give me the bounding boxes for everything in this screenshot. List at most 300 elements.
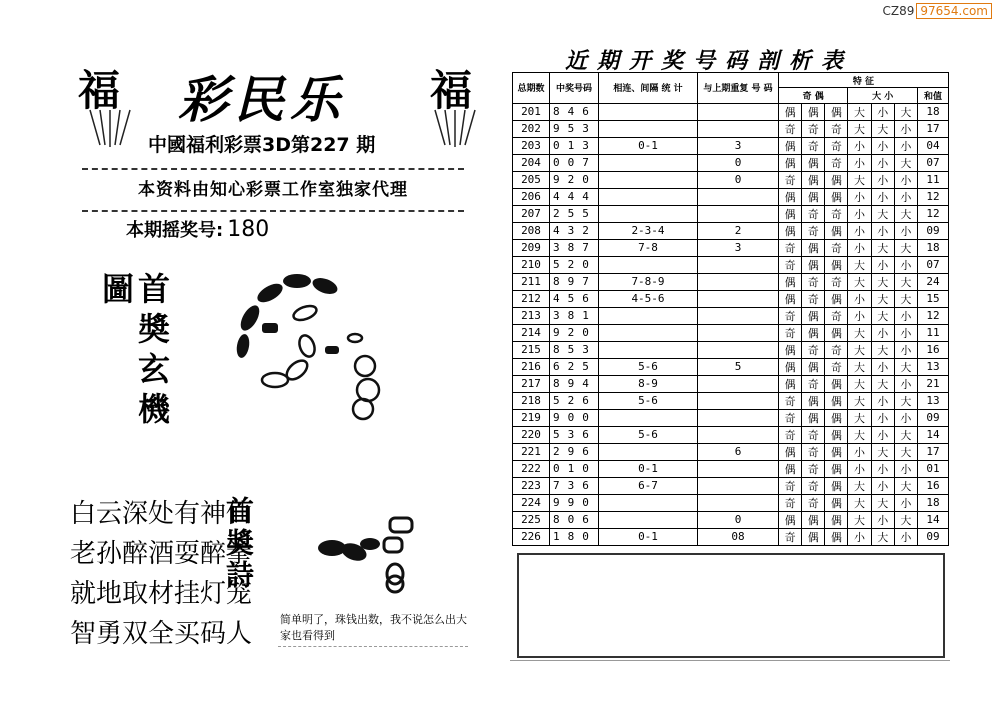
cell-odd-even: 偶 xyxy=(802,188,825,205)
cell-big-small: 大 xyxy=(894,154,917,171)
cell-big-small: 小 xyxy=(871,324,894,341)
cell-odd-even: 奇 xyxy=(825,341,848,358)
puzzle-title: 首奬玄機圖 xyxy=(97,272,171,432)
cell-adjacent: 5-6 xyxy=(599,426,698,443)
cell-issue: 216 xyxy=(513,358,550,375)
cell-number: 180 xyxy=(550,528,599,545)
cell-big-small: 大 xyxy=(848,494,871,511)
cell-big-small: 小 xyxy=(894,120,917,137)
cell-number: 387 xyxy=(550,239,599,256)
cell-big-small: 大 xyxy=(848,358,871,375)
table-row xyxy=(513,171,949,188)
cell-adjacent: 0-1 xyxy=(599,460,698,477)
cell-odd-even: 偶 xyxy=(802,239,825,256)
cell-number: 920 xyxy=(550,324,599,341)
cell-big-small: 小 xyxy=(871,409,894,426)
draw-result xyxy=(126,216,269,242)
site-watermark xyxy=(883,4,993,18)
table-row xyxy=(513,324,949,341)
cell-big-small: 大 xyxy=(871,443,894,460)
cell-issue: 204 xyxy=(513,154,550,171)
cell-big-small: 大 xyxy=(871,341,894,358)
cell-big-small: 小 xyxy=(894,409,917,426)
cell-number: 990 xyxy=(550,494,599,511)
cell-odd-even: 偶 xyxy=(825,324,848,341)
table-row xyxy=(513,188,949,205)
header-adjacent: 相连、间隔 统 计 xyxy=(599,73,698,104)
cell-repeat: 0 xyxy=(698,171,779,188)
cell-odd-even: 奇 xyxy=(779,120,802,137)
cell-number: 456 xyxy=(550,290,599,307)
cell-issue: 222 xyxy=(513,460,550,477)
cell-odd-even: 奇 xyxy=(802,426,825,443)
cell-sum: 09 xyxy=(918,528,949,545)
cell-odd-even: 奇 xyxy=(825,358,848,375)
cell-issue: 202 xyxy=(513,120,550,137)
cell-odd-even: 偶 xyxy=(825,188,848,205)
table-row xyxy=(513,494,949,511)
cell-repeat xyxy=(698,324,779,341)
table-row xyxy=(513,477,949,494)
cell-big-small: 小 xyxy=(848,137,871,154)
header-features: 特 征 xyxy=(779,73,949,88)
cell-odd-even: 偶 xyxy=(779,205,802,222)
cell-big-small: 小 xyxy=(848,290,871,307)
cell-repeat: 0 xyxy=(698,511,779,528)
cell-odd-even: 奇 xyxy=(779,392,802,409)
cell-sum: 12 xyxy=(918,307,949,324)
table-row xyxy=(513,460,949,477)
cell-big-small: 大 xyxy=(848,375,871,392)
cell-odd-even: 偶 xyxy=(779,460,802,477)
table-row xyxy=(513,511,949,528)
cell-repeat: 2 xyxy=(698,222,779,239)
table-row xyxy=(513,528,949,545)
cell-odd-even: 奇 xyxy=(825,120,848,137)
cell-adjacent: 0-1 xyxy=(599,137,698,154)
cell-adjacent xyxy=(599,103,698,120)
cell-repeat xyxy=(698,120,779,137)
cell-number: 520 xyxy=(550,256,599,273)
fu-character-right: 福 xyxy=(430,66,473,115)
poem-coins-image xyxy=(310,512,420,597)
cell-big-small: 小 xyxy=(871,171,894,188)
cell-big-small: 小 xyxy=(848,239,871,256)
cell-odd-even: 偶 xyxy=(779,188,802,205)
cell-odd-even: 偶 xyxy=(802,392,825,409)
cell-adjacent xyxy=(599,324,698,341)
table-row xyxy=(513,120,949,137)
cell-odd-even: 奇 xyxy=(802,477,825,494)
cell-odd-even: 奇 xyxy=(802,290,825,307)
cell-big-small: 小 xyxy=(848,222,871,239)
cell-odd-even: 偶 xyxy=(779,358,802,375)
cell-sum: 09 xyxy=(918,222,949,239)
cell-odd-even: 偶 xyxy=(825,494,848,511)
cell-repeat xyxy=(698,494,779,511)
cell-issue: 213 xyxy=(513,307,550,324)
cell-odd-even: 奇 xyxy=(802,443,825,460)
table-row xyxy=(513,290,949,307)
cell-sum: 13 xyxy=(918,358,949,375)
cell-odd-even: 奇 xyxy=(825,307,848,324)
table-row xyxy=(513,426,949,443)
cell-odd-even: 奇 xyxy=(825,239,848,256)
cell-odd-even: 奇 xyxy=(779,324,802,341)
cell-big-small: 大 xyxy=(871,528,894,545)
cell-issue: 205 xyxy=(513,171,550,188)
cell-big-small: 大 xyxy=(848,409,871,426)
cell-adjacent xyxy=(599,511,698,528)
cell-sum: 18 xyxy=(918,494,949,511)
brand-title: 彩民乐 xyxy=(178,70,346,129)
cell-number: 526 xyxy=(550,392,599,409)
cell-odd-even: 偶 xyxy=(779,511,802,528)
cell-issue: 211 xyxy=(513,273,550,290)
cell-big-small: 大 xyxy=(871,205,894,222)
cell-big-small: 小 xyxy=(871,137,894,154)
cell-sum: 21 xyxy=(918,375,949,392)
cell-big-small: 小 xyxy=(894,375,917,392)
cell-odd-even: 奇 xyxy=(825,154,848,171)
cell-big-small: 大 xyxy=(894,426,917,443)
cell-big-small: 小 xyxy=(871,460,894,477)
poem-title: 首奬詩 xyxy=(222,496,255,592)
cell-number: 736 xyxy=(550,477,599,494)
cell-sum: 01 xyxy=(918,460,949,477)
header-number: 中奖号码 xyxy=(550,73,599,104)
cell-odd-even: 奇 xyxy=(779,409,802,426)
cell-big-small: 小 xyxy=(894,528,917,545)
cell-adjacent xyxy=(599,205,698,222)
cell-big-small: 大 xyxy=(894,273,917,290)
cell-odd-even: 奇 xyxy=(802,494,825,511)
blank-notes-box xyxy=(517,553,945,658)
cell-number: 432 xyxy=(550,222,599,239)
table-row xyxy=(513,205,949,222)
cell-odd-even: 奇 xyxy=(779,307,802,324)
cell-sum: 17 xyxy=(918,120,949,137)
cell-sum: 16 xyxy=(918,341,949,358)
cell-odd-even: 偶 xyxy=(779,290,802,307)
cell-number: 625 xyxy=(550,358,599,375)
fu-character-left: 福 xyxy=(78,66,121,115)
cell-big-small: 大 xyxy=(871,494,894,511)
cell-adjacent xyxy=(599,188,698,205)
cell-odd-even: 奇 xyxy=(802,137,825,154)
cell-repeat xyxy=(698,375,779,392)
header-big-small: 大 小 xyxy=(848,88,918,104)
cell-big-small: 大 xyxy=(848,477,871,494)
cell-odd-even: 偶 xyxy=(802,103,825,120)
cell-odd-even: 奇 xyxy=(779,256,802,273)
table-row xyxy=(513,341,949,358)
table-row xyxy=(513,137,949,154)
cell-number: 920 xyxy=(550,171,599,188)
cell-odd-even: 奇 xyxy=(779,477,802,494)
cell-adjacent: 0-1 xyxy=(599,528,698,545)
cell-big-small: 小 xyxy=(871,358,894,375)
cell-big-small: 大 xyxy=(894,239,917,256)
cell-odd-even: 奇 xyxy=(802,460,825,477)
cell-adjacent: 2-3-4 xyxy=(599,222,698,239)
cell-big-small: 小 xyxy=(848,460,871,477)
cell-repeat xyxy=(698,392,779,409)
cell-number: 013 xyxy=(550,137,599,154)
cell-number: 953 xyxy=(550,120,599,137)
cell-issue: 201 xyxy=(513,103,550,120)
cell-odd-even: 偶 xyxy=(825,103,848,120)
cell-big-small: 大 xyxy=(894,290,917,307)
cell-sum: 09 xyxy=(918,409,949,426)
cell-big-small: 小 xyxy=(894,341,917,358)
cell-odd-even: 奇 xyxy=(802,205,825,222)
cell-number: 897 xyxy=(550,273,599,290)
cell-adjacent xyxy=(599,171,698,188)
cell-odd-even: 偶 xyxy=(825,222,848,239)
cell-odd-even: 奇 xyxy=(825,273,848,290)
cell-odd-even: 偶 xyxy=(802,358,825,375)
cell-adjacent xyxy=(599,494,698,511)
cell-issue: 215 xyxy=(513,341,550,358)
tassel-left-icon xyxy=(80,105,140,155)
cell-number: 846 xyxy=(550,103,599,120)
cell-odd-even: 偶 xyxy=(779,103,802,120)
cell-big-small: 大 xyxy=(848,171,871,188)
cell-sum: 07 xyxy=(918,256,949,273)
coin-puzzle-image xyxy=(225,268,405,428)
cell-sum: 24 xyxy=(918,273,949,290)
cell-odd-even: 奇 xyxy=(825,205,848,222)
cell-big-small: 大 xyxy=(894,103,917,120)
cell-big-small: 大 xyxy=(848,273,871,290)
cell-odd-even: 偶 xyxy=(802,324,825,341)
cell-odd-even: 奇 xyxy=(779,239,802,256)
cell-sum: 15 xyxy=(918,290,949,307)
cell-repeat xyxy=(698,273,779,290)
cell-number: 894 xyxy=(550,375,599,392)
cell-sum: 14 xyxy=(918,511,949,528)
cell-issue: 208 xyxy=(513,222,550,239)
cell-adjacent xyxy=(599,120,698,137)
cell-big-small: 小 xyxy=(848,188,871,205)
cell-odd-even: 偶 xyxy=(825,528,848,545)
cell-big-small: 大 xyxy=(848,256,871,273)
cell-issue: 207 xyxy=(513,205,550,222)
cell-repeat: 3 xyxy=(698,239,779,256)
cell-sum: 12 xyxy=(918,205,949,222)
cell-odd-even: 偶 xyxy=(825,511,848,528)
cell-issue: 206 xyxy=(513,188,550,205)
agency-banner: 本资料由知心彩票工作室独家代理 xyxy=(82,168,464,212)
cell-repeat xyxy=(698,409,779,426)
cell-big-small: 小 xyxy=(848,443,871,460)
cell-big-small: 小 xyxy=(848,205,871,222)
table-row xyxy=(513,154,949,171)
cell-issue: 221 xyxy=(513,443,550,460)
note-divider xyxy=(278,646,468,647)
cell-sum: 11 xyxy=(918,171,949,188)
cell-big-small: 大 xyxy=(848,392,871,409)
cell-odd-even: 偶 xyxy=(802,409,825,426)
cell-sum: 12 xyxy=(918,188,949,205)
cell-number: 007 xyxy=(550,154,599,171)
cell-odd-even: 偶 xyxy=(802,256,825,273)
cell-odd-even: 偶 xyxy=(825,477,848,494)
cell-odd-even: 偶 xyxy=(825,290,848,307)
cell-repeat xyxy=(698,307,779,324)
cell-repeat: 0 xyxy=(698,154,779,171)
cell-repeat xyxy=(698,256,779,273)
cell-adjacent: 7-8 xyxy=(599,239,698,256)
cell-issue: 212 xyxy=(513,290,550,307)
cell-big-small: 大 xyxy=(894,511,917,528)
table-row xyxy=(513,222,949,239)
cell-odd-even: 奇 xyxy=(802,120,825,137)
cell-repeat xyxy=(698,341,779,358)
cell-odd-even: 偶 xyxy=(825,392,848,409)
table-row xyxy=(513,273,949,290)
cell-odd-even: 偶 xyxy=(779,341,802,358)
cell-issue: 220 xyxy=(513,426,550,443)
cell-repeat: 3 xyxy=(698,137,779,154)
cell-big-small: 小 xyxy=(894,324,917,341)
cell-big-small: 大 xyxy=(894,392,917,409)
cell-big-small: 小 xyxy=(894,307,917,324)
table-row xyxy=(513,409,949,426)
cell-number: 296 xyxy=(550,443,599,460)
cell-big-small: 大 xyxy=(871,120,894,137)
cell-repeat: 6 xyxy=(698,443,779,460)
cell-big-small: 小 xyxy=(894,494,917,511)
cell-big-small: 小 xyxy=(894,256,917,273)
cell-sum: 04 xyxy=(918,137,949,154)
cell-big-small: 小 xyxy=(871,154,894,171)
cell-repeat: 5 xyxy=(698,358,779,375)
cell-odd-even: 偶 xyxy=(825,409,848,426)
cell-adjacent xyxy=(599,341,698,358)
cell-adjacent: 7-8-9 xyxy=(599,273,698,290)
cell-big-small: 小 xyxy=(871,222,894,239)
cell-big-small: 大 xyxy=(871,273,894,290)
cell-adjacent: 8-9 xyxy=(599,375,698,392)
cell-big-small: 大 xyxy=(848,341,871,358)
cell-big-small: 大 xyxy=(894,205,917,222)
cell-repeat xyxy=(698,426,779,443)
cell-sum: 18 xyxy=(918,103,949,120)
cell-repeat xyxy=(698,103,779,120)
cell-big-small: 大 xyxy=(871,375,894,392)
cell-repeat xyxy=(698,290,779,307)
draw-history-table xyxy=(512,72,949,546)
cell-repeat xyxy=(698,460,779,477)
table-row xyxy=(513,358,949,375)
poem-note: 简单明了，珠钱出数，我不说怎么出大家也看得到 xyxy=(280,613,467,642)
cell-big-small: 小 xyxy=(894,137,917,154)
cell-odd-even: 奇 xyxy=(802,375,825,392)
cell-big-small: 小 xyxy=(871,256,894,273)
cell-sum: 07 xyxy=(918,154,949,171)
cell-number: 381 xyxy=(550,307,599,324)
cell-odd-even: 偶 xyxy=(802,307,825,324)
poem-line: 智勇双全买码人 xyxy=(70,619,253,649)
cell-odd-even: 偶 xyxy=(779,375,802,392)
table-row xyxy=(513,443,949,460)
cell-odd-even: 偶 xyxy=(825,443,848,460)
cell-adjacent: 6-7 xyxy=(599,477,698,494)
table-row xyxy=(513,307,949,324)
header-repeat: 与上期重复 号 码 xyxy=(698,73,779,104)
cell-odd-even: 奇 xyxy=(779,494,802,511)
cell-big-small: 大 xyxy=(848,511,871,528)
cell-sum: 17 xyxy=(918,443,949,460)
cell-issue: 210 xyxy=(513,256,550,273)
cell-big-small: 小 xyxy=(871,188,894,205)
cell-adjacent xyxy=(599,443,698,460)
table-row xyxy=(513,392,949,409)
header-issue: 总期数 xyxy=(513,73,550,104)
cell-odd-even: 偶 xyxy=(779,222,802,239)
cell-big-small: 大 xyxy=(871,307,894,324)
cell-odd-even: 奇 xyxy=(802,222,825,239)
poem-line: 老孙醉酒耍醉拳 xyxy=(70,539,253,569)
cell-big-small: 小 xyxy=(894,222,917,239)
cell-big-small: 小 xyxy=(871,511,894,528)
cell-repeat: 08 xyxy=(698,528,779,545)
cell-big-small: 小 xyxy=(848,528,871,545)
cell-big-small: 小 xyxy=(894,171,917,188)
cell-big-small: 小 xyxy=(871,103,894,120)
cell-odd-even: 奇 xyxy=(802,273,825,290)
cell-big-small: 小 xyxy=(848,154,871,171)
cell-number: 853 xyxy=(550,341,599,358)
table-row xyxy=(513,239,949,256)
cell-odd-even: 偶 xyxy=(779,137,802,154)
cell-sum: 16 xyxy=(918,477,949,494)
cell-issue: 223 xyxy=(513,477,550,494)
cell-odd-even: 偶 xyxy=(825,460,848,477)
cell-odd-even: 偶 xyxy=(825,256,848,273)
cell-issue: 224 xyxy=(513,494,550,511)
cell-odd-even: 奇 xyxy=(825,137,848,154)
cell-big-small: 大 xyxy=(848,324,871,341)
cell-repeat xyxy=(698,477,779,494)
cell-odd-even: 偶 xyxy=(779,443,802,460)
cell-big-small: 大 xyxy=(871,239,894,256)
cell-big-small: 小 xyxy=(871,477,894,494)
cell-adjacent xyxy=(599,409,698,426)
cell-odd-even: 偶 xyxy=(802,171,825,188)
poem-line: 就地取材挂灯笼 xyxy=(70,579,253,609)
watermark-site: 97654.com xyxy=(916,3,992,19)
watermark-prefix: CZ89 xyxy=(882,4,915,18)
cell-adjacent: 4-5-6 xyxy=(599,290,698,307)
draw-label: 本期摇奖号: xyxy=(126,220,224,241)
cell-odd-even: 奇 xyxy=(779,528,802,545)
cell-odd-even: 偶 xyxy=(802,511,825,528)
cell-issue: 218 xyxy=(513,392,550,409)
cell-issue: 203 xyxy=(513,137,550,154)
cell-sum: 13 xyxy=(918,392,949,409)
cell-odd-even: 偶 xyxy=(779,154,802,171)
cell-number: 536 xyxy=(550,426,599,443)
cell-issue: 217 xyxy=(513,375,550,392)
cell-odd-even: 偶 xyxy=(802,154,825,171)
cell-sum: 18 xyxy=(918,239,949,256)
cell-number: 010 xyxy=(550,460,599,477)
cell-big-small: 大 xyxy=(894,358,917,375)
cell-big-small: 小 xyxy=(871,392,894,409)
